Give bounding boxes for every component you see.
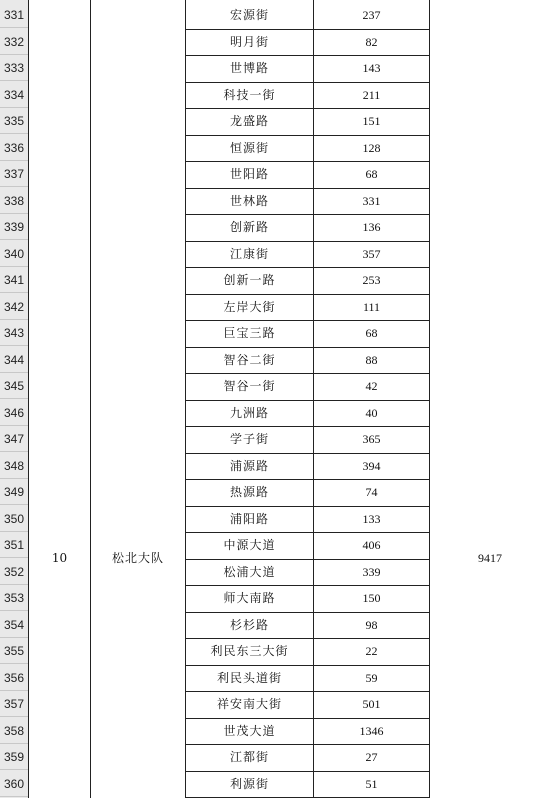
count-cell[interactable]: 27 (365, 750, 378, 764)
street-name-cell[interactable]: 明月街 (229, 35, 269, 49)
count-cell[interactable]: 40 (365, 406, 378, 420)
count-cell[interactable]: 501 (362, 697, 381, 711)
street-name-cell[interactable]: 学子街 (229, 432, 269, 446)
row-number[interactable]: 334 (0, 82, 28, 108)
count-cell[interactable]: 133 (362, 512, 381, 526)
count-cell[interactable]: 1346 (359, 724, 384, 738)
count-cell[interactable]: 88 (365, 353, 378, 367)
street-name-cell[interactable]: 智谷二街 (223, 353, 276, 367)
street-name-cell[interactable]: 巨宝三路 (223, 326, 276, 340)
street-name-cell[interactable]: 智谷一街 (223, 379, 276, 393)
row-number[interactable]: 360 (0, 771, 28, 797)
row-number[interactable]: 340 (0, 241, 28, 267)
count-cell[interactable]: 82 (365, 35, 378, 49)
count-cell[interactable]: 253 (362, 273, 381, 287)
row-number[interactable]: 336 (0, 135, 28, 161)
count-cell[interactable]: 22 (365, 644, 378, 658)
street-name-cell[interactable]: 浦源路 (229, 459, 269, 473)
street-name-cell[interactable]: 浦阳路 (229, 512, 269, 526)
count-cell[interactable]: 74 (365, 485, 378, 499)
group-unit-cell[interactable]: 松北大队 (111, 551, 164, 565)
row-number[interactable]: 350 (0, 506, 28, 532)
street-name-cell[interactable]: 宏源街 (229, 8, 269, 22)
row-number[interactable]: 351 (0, 532, 28, 558)
row-number[interactable]: 346 (0, 400, 28, 426)
count-cell[interactable]: 339 (362, 565, 381, 579)
row-number[interactable]: 354 (0, 612, 28, 638)
row-number[interactable]: 359 (0, 744, 28, 770)
street-name-cell[interactable]: 左岸大街 (223, 300, 276, 314)
count-cell[interactable]: 143 (362, 61, 381, 75)
row-number[interactable]: 337 (0, 161, 28, 187)
street-name-cell[interactable]: 杉杉路 (229, 618, 269, 632)
row-number[interactable]: 357 (0, 691, 28, 717)
street-name-cell[interactable]: 江康街 (229, 247, 269, 261)
street-name-cell[interactable]: 祥安南大街 (216, 697, 282, 711)
count-cell[interactable]: 331 (362, 194, 381, 208)
street-name-cell[interactable]: 恒源街 (229, 141, 269, 155)
row-number[interactable]: 356 (0, 665, 28, 691)
street-name-cell[interactable]: 创新路 (229, 220, 269, 234)
count-cell[interactable]: 68 (365, 326, 378, 340)
grid-line (90, 0, 91, 798)
row-number[interactable]: 342 (0, 294, 28, 320)
street-name-cell[interactable]: 利民东三大街 (210, 644, 289, 658)
count-cell[interactable]: 128 (362, 141, 381, 155)
row-number[interactable]: 353 (0, 585, 28, 611)
row-number[interactable]: 338 (0, 188, 28, 214)
grid-line (28, 0, 29, 798)
street-name-cell[interactable]: 世茂大道 (223, 724, 276, 738)
street-name-cell[interactable]: 利民头道街 (216, 671, 282, 685)
count-cell[interactable]: 211 (362, 88, 381, 102)
row-number[interactable]: 355 (0, 638, 28, 664)
row-number[interactable]: 343 (0, 320, 28, 346)
street-name-cell[interactable]: 九洲路 (229, 406, 269, 420)
row-number[interactable]: 339 (0, 214, 28, 240)
row-number[interactable]: 333 (0, 55, 28, 81)
street-name-cell[interactable]: 世博路 (229, 61, 269, 75)
count-cell[interactable]: 42 (365, 379, 378, 393)
street-name-cell[interactable]: 中源大道 (223, 538, 276, 552)
street-name-cell[interactable]: 热源路 (229, 485, 269, 499)
count-cell[interactable]: 406 (362, 538, 381, 552)
count-cell[interactable]: 150 (362, 591, 381, 605)
row-number[interactable]: 332 (0, 29, 28, 55)
street-name-cell[interactable]: 龙盛路 (229, 114, 269, 128)
row-number[interactable]: 349 (0, 479, 28, 505)
count-cell[interactable]: 394 (362, 459, 381, 473)
count-cell[interactable]: 136 (362, 220, 381, 234)
street-name-cell[interactable]: 松浦大道 (223, 565, 276, 579)
row-number[interactable]: 335 (0, 108, 28, 134)
row-number[interactable]: 331 (0, 2, 28, 28)
row-number[interactable]: 344 (0, 347, 28, 373)
row-number[interactable]: 352 (0, 559, 28, 585)
count-cell[interactable]: 365 (362, 432, 381, 446)
row-number[interactable]: 347 (0, 426, 28, 452)
count-cell[interactable]: 59 (365, 671, 378, 685)
count-cell[interactable]: 68 (365, 167, 378, 181)
count-cell[interactable]: 111 (362, 300, 381, 314)
group-index-cell[interactable]: 10 (51, 551, 68, 565)
group-total-cell[interactable]: 9417 (478, 551, 502, 565)
street-name-cell[interactable]: 世林路 (229, 194, 269, 208)
count-cell[interactable]: 98 (365, 618, 378, 632)
grid-line (429, 0, 430, 798)
count-cell[interactable]: 357 (362, 247, 381, 261)
row-number[interactable]: 341 (0, 267, 28, 293)
count-cell[interactable]: 237 (362, 8, 381, 22)
street-name-cell[interactable]: 利源街 (229, 777, 269, 791)
row-number[interactable]: 358 (0, 718, 28, 744)
count-cell[interactable]: 51 (365, 777, 378, 791)
row-header-column (0, 0, 29, 798)
street-name-cell[interactable]: 创新一路 (223, 273, 276, 287)
street-name-cell[interactable]: 世阳路 (229, 167, 269, 181)
street-name-cell[interactable]: 科技一街 (223, 88, 276, 102)
row-number[interactable]: 345 (0, 373, 28, 399)
count-cell[interactable]: 151 (362, 114, 381, 128)
street-name-cell[interactable]: 江都街 (229, 750, 269, 764)
street-name-cell[interactable]: 师大南路 (223, 591, 276, 605)
row-number[interactable]: 348 (0, 453, 28, 479)
